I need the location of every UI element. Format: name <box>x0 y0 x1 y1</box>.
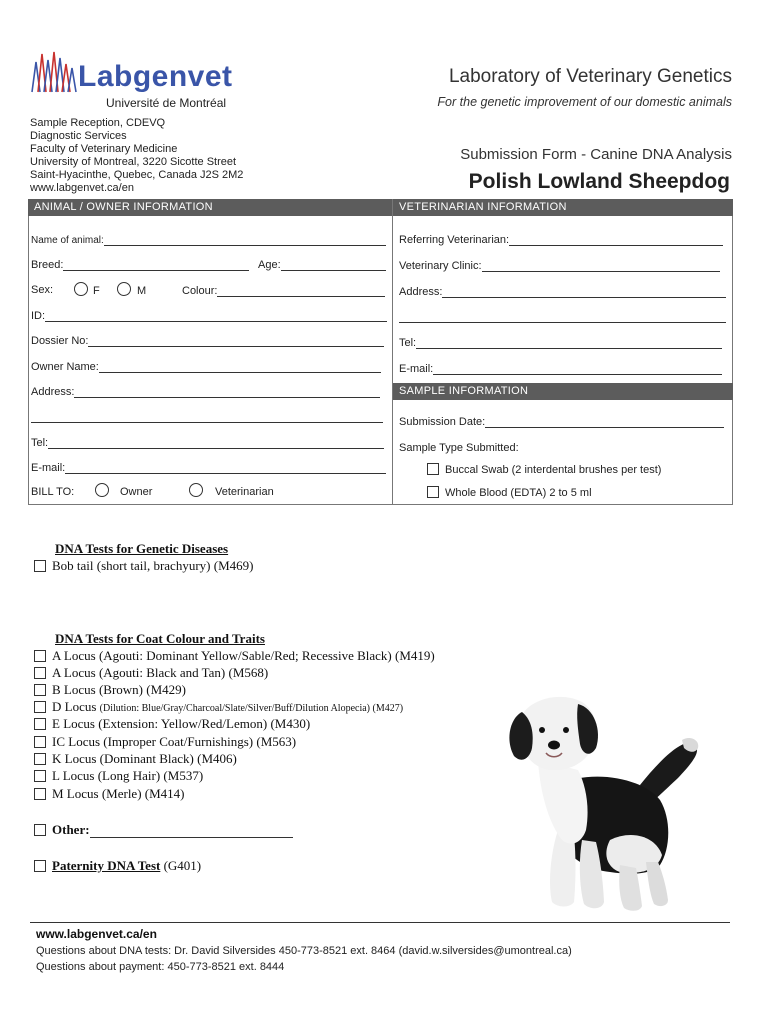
breed-title: Polish Lowland Sheepdog <box>468 170 730 193</box>
logo-university: Université de Montréal <box>106 96 227 110</box>
column-divider <box>392 199 393 505</box>
lab-tagline: For the genetic improvement of our domestic animals <box>437 95 732 109</box>
genetic-diseases-heading: DNA Tests for Genetic Diseases <box>55 541 229 556</box>
footer-dna-questions: Questions about DNA tests: Dr. David Silversides 450-773-8521 ext. 8464 (david.w.silversides@umontreal.ca) <box>36 945 572 957</box>
submission-date-line[interactable] <box>485 417 724 428</box>
dna-waveform-icon <box>30 50 78 100</box>
breed-line[interactable] <box>63 260 249 271</box>
form-title: Submission Form - Canine DNA Analysis <box>460 146 732 163</box>
footer-url[interactable]: www.labgenvet.ca/en <box>36 927 157 941</box>
test-item-m-locus[interactable] <box>34 785 185 802</box>
dossier-field[interactable] <box>31 335 384 350</box>
owner-address-field[interactable] <box>31 386 380 401</box>
dossier-label: Dossier No: <box>31 335 89 347</box>
k-locus-checkbox[interactable] <box>34 753 46 765</box>
test-item-b-locus[interactable] <box>34 681 186 698</box>
d-locus-label: D Locus <box>52 699 97 714</box>
logo-wordmark: Labgenvet <box>78 60 233 93</box>
paternity-checkbox[interactable] <box>34 860 46 872</box>
dossier-line[interactable] <box>88 336 384 347</box>
test-item-paternity[interactable] <box>34 857 201 874</box>
lab-title: Laboratory of Veterinary Genetics <box>448 66 732 87</box>
address-line: Faculty of Veterinary Medicine <box>30 143 178 155</box>
test-item-other[interactable] <box>34 821 293 838</box>
footer-rule <box>30 922 730 923</box>
owner-email-line[interactable] <box>65 463 386 474</box>
owner-name-line[interactable] <box>99 362 381 373</box>
sex-field <box>31 284 53 299</box>
a-locus-black-tan-checkbox[interactable] <box>34 667 46 679</box>
b-locus-checkbox[interactable] <box>34 684 46 696</box>
test-item-bobtail[interactable] <box>34 557 253 574</box>
ref-vet-field[interactable] <box>399 234 723 249</box>
sample-header: SAMPLE INFORMATION <box>393 383 733 400</box>
id-field[interactable] <box>31 310 387 325</box>
e-locus-checkbox[interactable] <box>34 718 46 730</box>
bill-owner-radio[interactable] <box>95 483 109 497</box>
coat-colour-heading: DNA Tests for Coat Colour and Traits <box>55 631 265 646</box>
ic-locus-checkbox[interactable] <box>34 736 46 748</box>
test-item-a-locus-black-tan[interactable] <box>34 664 268 681</box>
breed-field[interactable] <box>31 259 249 274</box>
veterinarian-header: VETERINARIAN INFORMATION <box>393 199 733 216</box>
vet-email-label: E-mail: <box>399 363 434 375</box>
paternity-code: (G401) <box>163 858 202 873</box>
vet-tel-line[interactable] <box>416 338 722 349</box>
vet-address-line[interactable] <box>442 287 726 298</box>
sex-f-label: F <box>93 285 100 297</box>
owner-tel-label: Tel: <box>31 437 49 449</box>
test-item-a-locus-agouti[interactable] <box>34 647 435 664</box>
sex-label: Sex: <box>31 284 54 296</box>
owner-email-label: E-mail: <box>31 462 66 474</box>
test-item-l-locus[interactable] <box>34 767 203 784</box>
owner-address-label: Address: <box>31 386 75 398</box>
vet-tel-field[interactable] <box>399 337 722 352</box>
buccal-swab-label: Buccal Swab (2 interdental brushes per test) <box>445 464 662 476</box>
vet-address-label: Address: <box>399 286 443 298</box>
owner-tel-field[interactable] <box>31 437 384 452</box>
vet-address-line-2[interactable] <box>399 311 726 326</box>
labgenvet-logo <box>30 44 245 114</box>
owner-name-label: Owner Name: <box>31 361 99 373</box>
sex-f-radio[interactable] <box>74 282 88 296</box>
owner-tel-line[interactable] <box>48 438 384 449</box>
address-line: University of Montreal, 3220 Sicotte Street <box>30 156 237 168</box>
test-item-d-locus[interactable] <box>34 698 403 715</box>
age-line[interactable] <box>281 260 386 271</box>
test-item-ic-locus[interactable] <box>34 733 296 750</box>
other-label: Other: <box>52 822 90 837</box>
address-line: Diagnostic Services <box>30 130 127 142</box>
vet-email-field[interactable] <box>399 363 722 378</box>
other-line[interactable] <box>90 826 293 838</box>
bill-owner-label: Owner <box>120 486 153 498</box>
vet-tel-label: Tel: <box>399 337 417 349</box>
ref-vet-label: Referring Veterinarian: <box>399 234 510 246</box>
clinic-label: Veterinary Clinic: <box>399 260 482 272</box>
lab-address <box>30 117 243 195</box>
animal-name-line[interactable] <box>104 235 386 246</box>
test-item-e-locus[interactable] <box>34 715 310 732</box>
owner-address-line-2[interactable] <box>31 411 383 426</box>
d-locus-checkbox[interactable] <box>34 701 46 713</box>
a-locus-black-tan-label: A Locus (Agouti: Black and Tan) (M568) <box>52 665 269 680</box>
colour-label: Colour: <box>182 285 218 297</box>
bill-to-label: BILL TO: <box>31 486 75 498</box>
address-line: Saint-Hyacinthe, Quebec, Canada J2S 2M2 <box>30 169 244 181</box>
paternity-label: Paternity DNA Test <box>52 858 161 873</box>
sample-type-label: Sample Type Submitted: <box>399 442 519 454</box>
vet-address-line2[interactable] <box>399 312 726 323</box>
a-locus-agouti-checkbox[interactable] <box>34 650 46 662</box>
address-line: Sample Reception, CDEVQ <box>30 117 166 129</box>
sex-m-label: M <box>137 285 147 297</box>
ref-vet-line[interactable] <box>509 235 723 246</box>
owner-name-field[interactable] <box>31 361 381 376</box>
owner-address-line[interactable] <box>74 387 380 398</box>
bill-vet-label: Veterinarian <box>215 486 274 498</box>
owner-email-field[interactable] <box>31 462 386 477</box>
b-locus-label: B Locus (Brown) (M429) <box>52 682 186 697</box>
footer-payment-questions: Questions about payment: 450-773-8521 ext. 8444 <box>36 961 285 973</box>
vet-email-line[interactable] <box>433 364 722 375</box>
owner-address-line2[interactable] <box>31 412 383 423</box>
age-field[interactable] <box>258 259 386 274</box>
a-locus-agouti-label: A Locus (Agouti: Dominant Yellow/Sable/Red; Recessive Black) (M419) <box>52 648 435 663</box>
animal-name-field[interactable] <box>31 234 386 249</box>
other-checkbox[interactable] <box>34 824 46 836</box>
breed-label: Breed: <box>31 259 64 271</box>
bill-vet-radio[interactable] <box>189 483 203 497</box>
whole-blood-checkbox[interactable] <box>427 486 439 498</box>
submission-date-field[interactable] <box>399 416 724 431</box>
animal-name-label: Name of animal: <box>31 235 104 246</box>
clinic-line[interactable] <box>482 261 720 272</box>
polish-lowland-sheepdog-photo <box>490 690 710 920</box>
clinic-field[interactable] <box>399 260 720 275</box>
ic-locus-label: IC Locus (Improper Coat/Furnishings) (M563) <box>52 734 297 749</box>
test-item-k-locus[interactable] <box>34 750 237 767</box>
buccal-swab-checkbox[interactable] <box>427 463 439 475</box>
d-locus-detail: (Dilution: Blue/Gray/Charcoal/Slate/Silver/Buff/Dilution Alopecia) (M427) <box>99 703 404 714</box>
submission-date-label: Submission Date: <box>399 416 486 428</box>
bobtail-label: Bob tail (short tail, brachyury) (M469) <box>52 558 254 573</box>
colour-field[interactable] <box>182 285 385 300</box>
vet-address-field[interactable] <box>399 286 726 301</box>
e-locus-label: E Locus (Extension: Yellow/Red/Lemon) (M430) <box>52 716 311 731</box>
k-locus-label: K Locus (Dominant Black) (M406) <box>52 751 237 766</box>
id-line[interactable] <box>45 311 387 322</box>
l-locus-checkbox[interactable] <box>34 770 46 782</box>
whole-blood-label: Whole Blood (EDTA) 2 to 5 ml <box>445 487 592 499</box>
address-line: www.labgenvet.ca/en <box>30 182 134 194</box>
m-locus-label: M Locus (Merle) (M414) <box>52 786 185 801</box>
sex-m-radio[interactable] <box>117 282 131 296</box>
bobtail-checkbox[interactable] <box>34 560 46 572</box>
age-label: Age: <box>258 259 281 271</box>
id-label: ID: <box>31 310 46 322</box>
l-locus-label: L Locus (Long Hair) (M537) <box>52 768 204 783</box>
colour-line[interactable] <box>217 286 385 297</box>
m-locus-checkbox[interactable] <box>34 788 46 800</box>
animal-owner-header: ANIMAL / OWNER INFORMATION <box>28 199 392 216</box>
